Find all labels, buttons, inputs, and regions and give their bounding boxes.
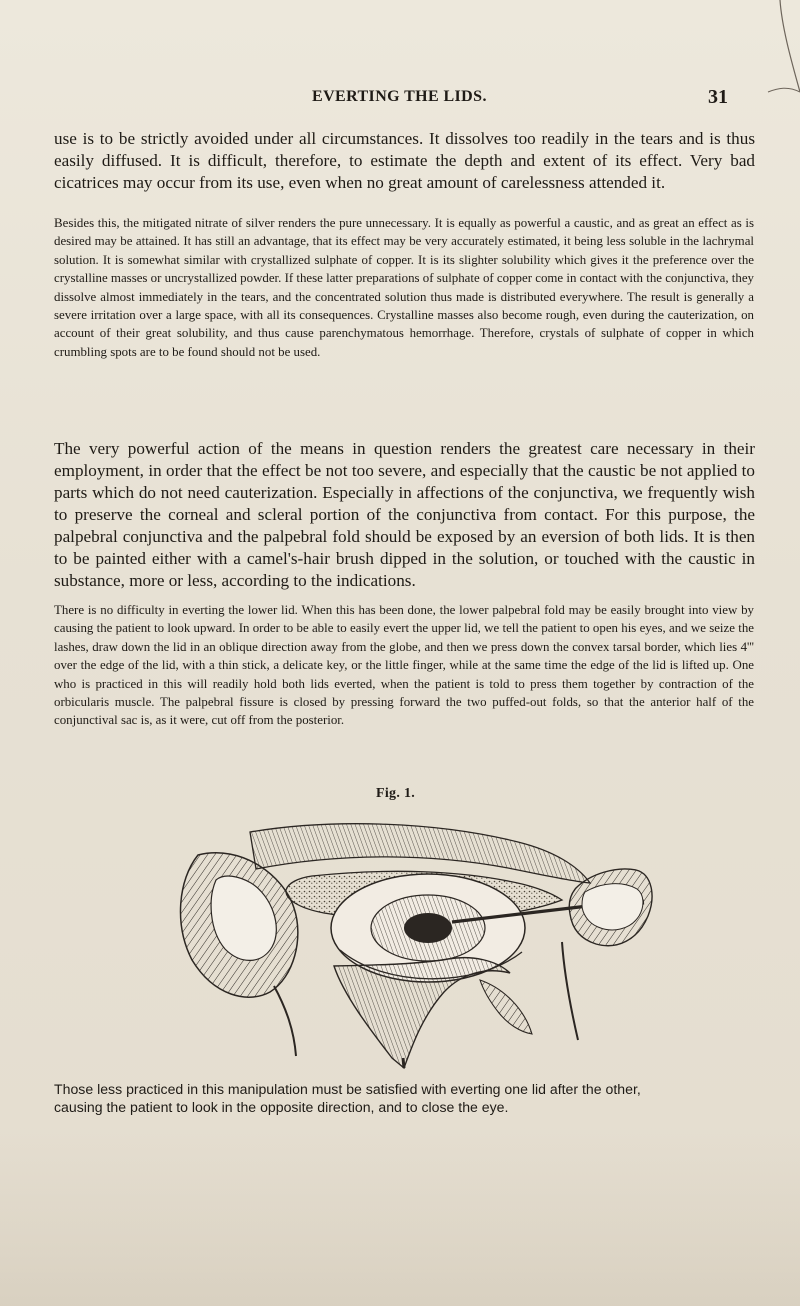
figure-description-line-2: causing the patient to look in the opposite direction, and to close the eye. xyxy=(54,1099,509,1115)
paragraph-3: The very powerful action of the means in question renders the greatest care necessary in their employment, in order that the effect be not too severe, and especially that the caustic be not applied to parts which do not need cauterization. Especially in affections of the conjunctiva, we frequently wish to preserve the corneal and scleral portion of the conjunctiva from contact. For this purpose, the palpebral conjunctiva and the palpebral fold should be exposed by an eversion of both lids. It is then to be painted either with a camel's-hair brush dipped in the solution, or touched with the caustic in substance, more or less, according to the indications. xyxy=(54,439,755,590)
engraving-figure xyxy=(158,810,656,1070)
running-title: EVERTING THE LIDS. xyxy=(312,88,487,105)
figure-description-line-1: Those less practiced in this manipulation must be satisfied with everting one lid after the other, xyxy=(54,1081,641,1097)
paragraph-1: use is to be strictly avoided under all circumstances. It dissolves too readily in the tears and is thus easily diffused. It is difficult, therefore, to estimate the depth and extent of its effect. Very bad cicatrices may occur from its use, even when no great amount of carelessness attended it. xyxy=(54,129,755,192)
page-header xyxy=(54,88,754,110)
page-number: 31 xyxy=(708,86,728,108)
figure-caption: Fig. 1. xyxy=(376,786,416,801)
figure-description xyxy=(54,1080,762,1116)
paragraph-4: There is no difficulty in everting the lower lid. When this has been done, the lower palpebral fold may be easily brought into view by causing the patient to look upward. In order to be able to easily evert the upper lid, we tell the patient to open his eyes, and we seize the lashes, draw down the lid in an oblique direction away from the globe, and then we press down the convex tarsal border, which lies 4''' over the edge of the lid, with a thin stick, a delicate key, or the little finger, while at the same time the edge of the lid is lifted up. One who is practiced in this will readily hold both lids everted, when the patient is told to press them together by contraction of the orbicularis muscle. The palpebral fissure is closed by pressing forward the two puffed-out folds, so that the anterior half of the conjunctival sac is, as it were, cut off from the posterior. xyxy=(54,603,754,728)
page-corner-mark xyxy=(670,0,800,100)
eyelid-eversion-illustration xyxy=(158,810,656,1070)
paragraph-2: Besides this, the mitigated nitrate of silver renders the pure unnecessary. It is equally as powerful a caustic, and as great an effect as is desired may be attained. It has still an advantage, that its effect may be very accurately estimated, it being less soluble in the lachrymal solution. It is somewhat similar with crystallized sulphate of copper. It is its slighter solubility which gives it the preference over the crystalline masses or uncrystallized powder. If these latter preparations of sulphate of copper come in contact with the conjunctiva, they dissolve almost immediately in the tears, and the concentrated solution thus made is distributed everywhere. The result is generally a severe irritation over a large space, with all its consequences. Crystalline masses also become rough, even during the cauterization, on account of their great solubility, and thus cause parenchymatous hemorrhage. Therefore, crystals of sulphate of copper in which crumbling spots are to be found should not be used. xyxy=(54,216,754,359)
page-stain xyxy=(0,1126,800,1306)
